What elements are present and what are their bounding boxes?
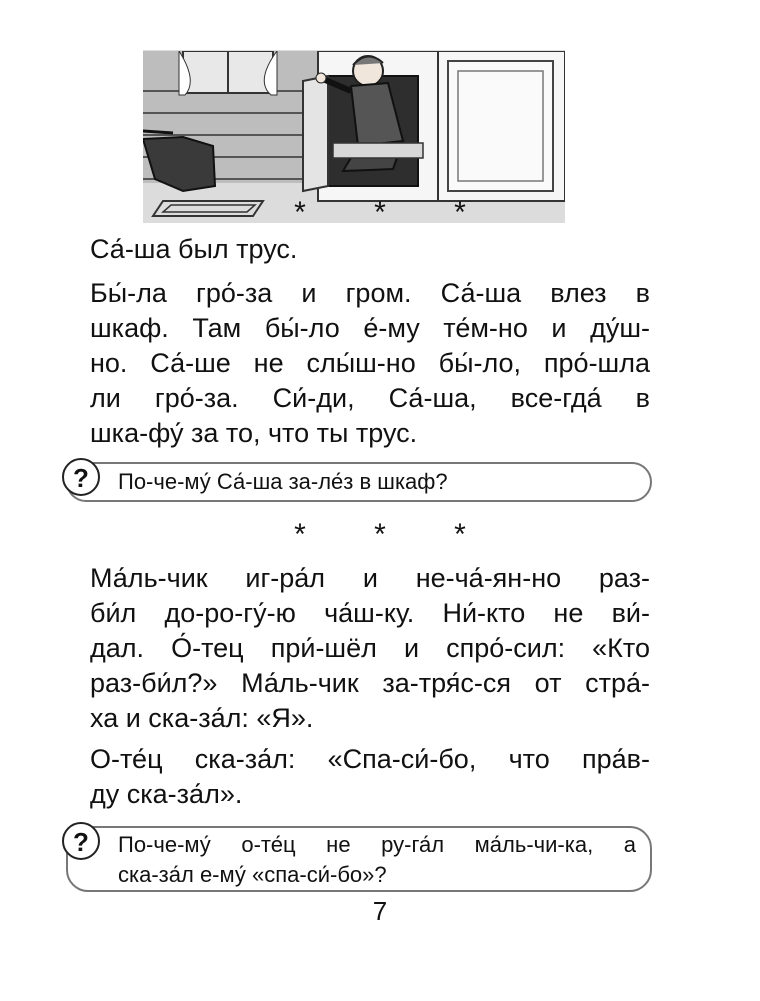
question-mark-icon: ? (62, 822, 100, 860)
story-line: ха и ска-за́л: «Я». (90, 703, 314, 733)
story-line: шкаф. Там бы́-ло е́-му те́м-но и ду́ш- (90, 313, 650, 343)
question-line: ска-за́л е-му́ «спа-си́-бо»? (118, 862, 387, 887)
story-2 (90, 561, 650, 812)
story-line: но. Са́-ше не слы́ш-но бы́-ло, про́-шла (90, 348, 650, 378)
question-box-1 (66, 462, 652, 502)
question-box-2 (66, 826, 652, 892)
story-line: раз-би́л?» Ма́ль-чик за-тря́с-ся от стра́- (90, 668, 650, 698)
story-line: би́л до-ро-гу́-ю ча́ш-ку. Ни́-кто не ви́- (90, 598, 650, 628)
page-number: 7 (372, 896, 388, 926)
question-mark-icon: ? (62, 458, 100, 496)
story-line: Бы́-ла гро́-за и гром. Са́-ша влез в (90, 278, 650, 308)
story-line: ли гро́-за. Си́-ди, Са́-ша, все-гда́ в (90, 383, 650, 413)
story-line: Са́-ша был трус. (90, 234, 298, 264)
section-separator-1: * * * (294, 196, 496, 229)
question-text (118, 464, 636, 497)
question-line: По-че-му́ Са́-ша за-ле́з в шкаф? (118, 469, 448, 494)
story-line: Ма́ль-чик иг-ра́л и не-ча́-ян-но раз- (90, 563, 650, 593)
story-line: ду ска-за́л». (90, 779, 243, 809)
section-separator-2: * * * (294, 518, 496, 551)
story-line: О-те́ц ска-за́л: «Спа-си́-бо, что пра́в- (90, 744, 650, 774)
question-line: По-че-му́ о-те́ц не ру-га́л ма́ль-чи-ка, а (118, 832, 636, 857)
question-text (118, 828, 636, 890)
story-line: дал. О́-тец при́-шёл и спро́-сил: «Кто (90, 633, 650, 663)
story-line: шка-фу́ за то, что ты трус. (90, 418, 418, 448)
story-1 (90, 232, 650, 451)
